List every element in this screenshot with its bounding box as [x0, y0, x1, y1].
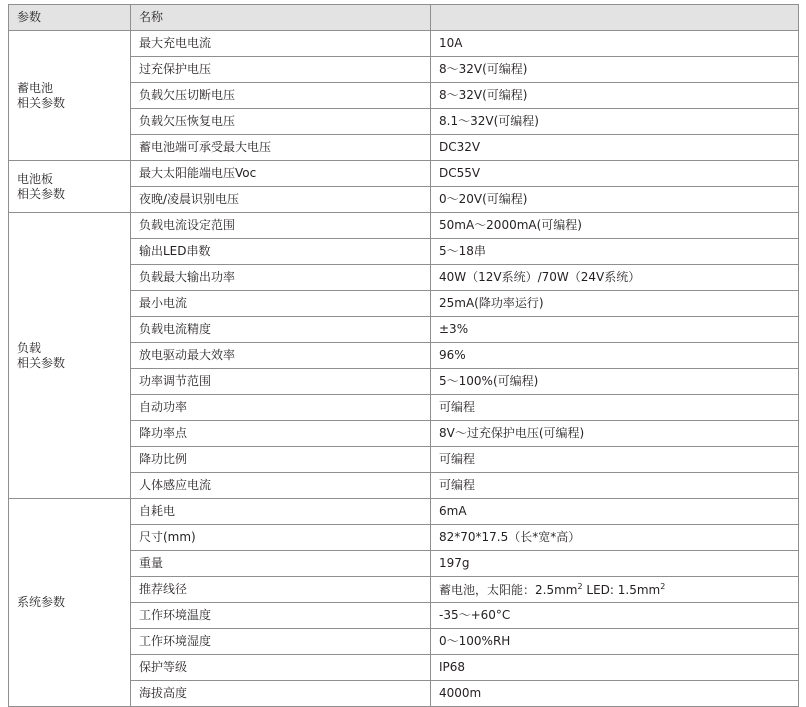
row-name-cell: 负载最大输出功率: [131, 265, 431, 291]
row-name-cell: 人体感应电流: [131, 473, 431, 499]
row-value-cell: 8～32V(可编程): [431, 57, 799, 83]
row-name-cell: 重量: [131, 551, 431, 577]
row-value-cell: 25mA(降功率运行): [431, 291, 799, 317]
row-value-cell: DC55V: [431, 161, 799, 187]
row-name-cell: 放电驱动最大效率: [131, 343, 431, 369]
row-name-cell: 工作环境湿度: [131, 629, 431, 655]
row-name-cell: 海拔高度: [131, 681, 431, 707]
specifications-table: [8, 4, 799, 707]
group-label-cell: 电池板 相关参数: [9, 161, 131, 213]
row-value-cell: 可编程: [431, 447, 799, 473]
group-label-cell: 负载 相关参数: [9, 213, 131, 499]
group-label-cell: 系统参数: [9, 499, 131, 707]
row-name-cell: 推荐线径: [131, 577, 431, 603]
row-value-cell: 8V～过充保护电压(可编程): [431, 421, 799, 447]
row-name-cell: 降功比例: [131, 447, 431, 473]
row-name-cell: 负载欠压恢复电压: [131, 109, 431, 135]
header-parameter: 参数: [9, 5, 131, 31]
row-value-cell: 5～100%(可编程): [431, 369, 799, 395]
row-name-cell: 夜晚/凌晨识别电压: [131, 187, 431, 213]
row-value-cell: 8.1～32V(可编程): [431, 109, 799, 135]
table-row: [9, 31, 799, 57]
row-name-cell: 负载电流设定范围: [131, 213, 431, 239]
row-name-cell: 降功率点: [131, 421, 431, 447]
row-name-cell: 保护等级: [131, 655, 431, 681]
row-value-cell: 可编程: [431, 473, 799, 499]
table-row: [9, 213, 799, 239]
row-value-cell: 蓄电池，太阳能：$2.5mm^2$ LED: $1.5mm^2$: [431, 577, 799, 603]
table-row: [9, 161, 799, 187]
row-value-cell: ±3%: [431, 317, 799, 343]
row-value-cell: 8～32V(可编程): [431, 83, 799, 109]
group-label-cell: 蓄电池 相关参数: [9, 31, 131, 161]
header-value: [431, 5, 799, 31]
row-value-cell: 可编程: [431, 395, 799, 421]
row-name-cell: 最大充电电流: [131, 31, 431, 57]
row-name-cell: 自耗电: [131, 499, 431, 525]
row-name-cell: 过充保护电压: [131, 57, 431, 83]
header-row: [9, 5, 799, 31]
row-value-cell: 5～18串: [431, 239, 799, 265]
table-row: [9, 499, 799, 525]
row-name-cell: 工作环境温度: [131, 603, 431, 629]
row-name-cell: 负载电流精度: [131, 317, 431, 343]
header-name: 名称: [131, 5, 431, 31]
row-name-cell: 自动功率: [131, 395, 431, 421]
table-body: [9, 31, 799, 707]
row-name-cell: 最大太阳能端电压Voc: [131, 161, 431, 187]
row-name-cell: 尺寸(mm): [131, 525, 431, 551]
row-value-cell: 40W（12V系统）/70W（24V系统）: [431, 265, 799, 291]
table-header: [9, 5, 799, 31]
row-value-cell: 6mA: [431, 499, 799, 525]
row-value-cell: -35～+60°C: [431, 603, 799, 629]
row-value-cell: 10A: [431, 31, 799, 57]
row-name-cell: 输出LED串数: [131, 239, 431, 265]
row-name-cell: 负载欠压切断电压: [131, 83, 431, 109]
row-name-cell: 最小电流: [131, 291, 431, 317]
row-value-cell: 0～100%RH: [431, 629, 799, 655]
row-value-cell: 82*70*17.5（长*宽*高）: [431, 525, 799, 551]
row-value-cell: 96%: [431, 343, 799, 369]
row-value-cell: 4000m: [431, 681, 799, 707]
row-name-cell: 功率调节范围: [131, 369, 431, 395]
row-value-cell: DC32V: [431, 135, 799, 161]
row-value-cell: 0～20V(可编程): [431, 187, 799, 213]
row-name-cell: 蓄电池端可承受最大电压: [131, 135, 431, 161]
row-value-cell: IP68: [431, 655, 799, 681]
row-value-cell: 197g: [431, 551, 799, 577]
row-value-cell: 50mA～2000mA(可编程): [431, 213, 799, 239]
